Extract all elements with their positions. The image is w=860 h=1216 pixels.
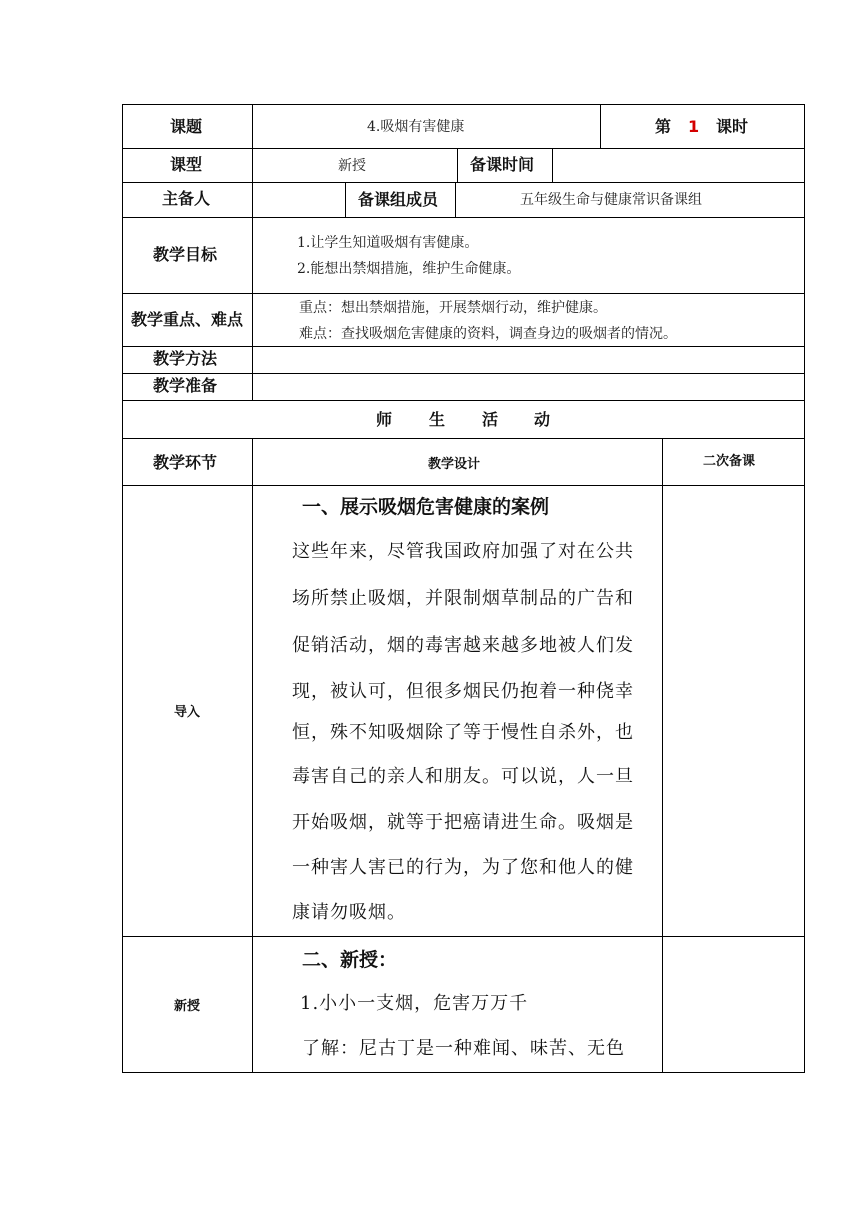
objective-item: 1.让学生知道吸烟有害健康。 <box>297 235 479 251</box>
prep-time-label: 备课时间 <box>470 155 535 174</box>
rule <box>252 438 253 1073</box>
col-second-header: 二次备课 <box>703 454 756 469</box>
rule <box>662 438 663 1073</box>
rule <box>122 936 805 937</box>
rule <box>252 104 253 400</box>
section-line: 现，被认可，但很多烟民仍抱着一种侥幸 <box>292 681 634 702</box>
section-line: 一种害人害已的行为，为了您和他人的健 <box>292 857 634 878</box>
col-stage-header: 教学环节 <box>153 453 218 472</box>
rule <box>122 293 805 294</box>
rule <box>345 182 346 217</box>
rule <box>455 182 456 217</box>
activities-title-char: 活 <box>482 410 499 429</box>
section-heading: 二、新授： <box>302 949 398 971</box>
section-line: 毒害自己的亲人和朋友。可以说，人一旦 <box>292 766 634 787</box>
group-label: 备课组成员 <box>358 190 439 209</box>
rule <box>122 485 805 486</box>
section-line: 这些年来，尽管我国政府加强了对在公共 <box>292 541 634 562</box>
rule <box>122 400 805 401</box>
subject-label: 课题 <box>170 117 203 136</box>
rule <box>122 1072 805 1073</box>
section-line: 1.小小一支烟，危害万万千 <box>300 993 529 1014</box>
rule <box>122 438 805 439</box>
lead-label: 主备人 <box>162 189 211 208</box>
prep-label: 教学准备 <box>153 376 218 395</box>
section-line: 场所禁止吸烟，并限制烟草制品的广告和 <box>292 588 634 609</box>
rule <box>122 346 805 347</box>
method-label: 教学方法 <box>153 349 218 368</box>
section-line: 恒，殊不知吸烟除了等于慢性自杀外，也 <box>292 722 634 743</box>
rule <box>552 148 553 182</box>
section-line: 促销活动，烟的毒害越来越多地被人们发 <box>292 635 634 656</box>
section-line: 了解：尼古丁是一种难闻、味苦、无色 <box>302 1038 625 1059</box>
objectives-label: 教学目标 <box>153 245 218 264</box>
rule <box>122 373 805 374</box>
stage-label: 新授 <box>174 999 201 1014</box>
stage-label: 导入 <box>174 705 201 720</box>
focus-label: 教学重点、难点 <box>131 310 244 329</box>
section-line: 开始吸烟，就等于把癌请进生命。吸烟是 <box>292 812 634 833</box>
rule <box>122 217 805 218</box>
rule <box>122 104 123 1073</box>
period-number: 1 <box>688 117 700 136</box>
type-label: 课型 <box>170 155 203 174</box>
rule <box>122 182 805 183</box>
rule <box>122 104 805 105</box>
type-value: 新授 <box>338 158 366 174</box>
rule <box>457 148 458 182</box>
rule <box>600 104 601 148</box>
activities-title-char: 师 <box>376 410 393 429</box>
objective-item: 2.能想出禁烟措施，维护生命健康。 <box>297 261 521 277</box>
group-value: 五年级生命与健康常识备课组 <box>520 192 702 208</box>
section-heading: 一、展示吸烟危害健康的案例 <box>302 496 550 518</box>
rule <box>804 104 805 1073</box>
rule <box>122 148 805 149</box>
activities-title-char: 动 <box>534 410 551 429</box>
period-prefix: 第 <box>655 117 672 136</box>
activities-title-char: 生 <box>429 410 446 429</box>
section-line: 康请勿吸烟。 <box>292 902 406 923</box>
focus-difficulty: 难点：查找吸烟危害健康的资料，调查身边的吸烟者的情况。 <box>299 326 677 342</box>
period-suffix: 课时 <box>716 117 749 136</box>
focus-key: 重点：想出禁烟措施，开展禁烟行动，维护健康。 <box>299 300 607 316</box>
col-design-header: 教学设计 <box>428 457 481 472</box>
subject-value: 4.吸烟有害健康 <box>367 119 465 135</box>
